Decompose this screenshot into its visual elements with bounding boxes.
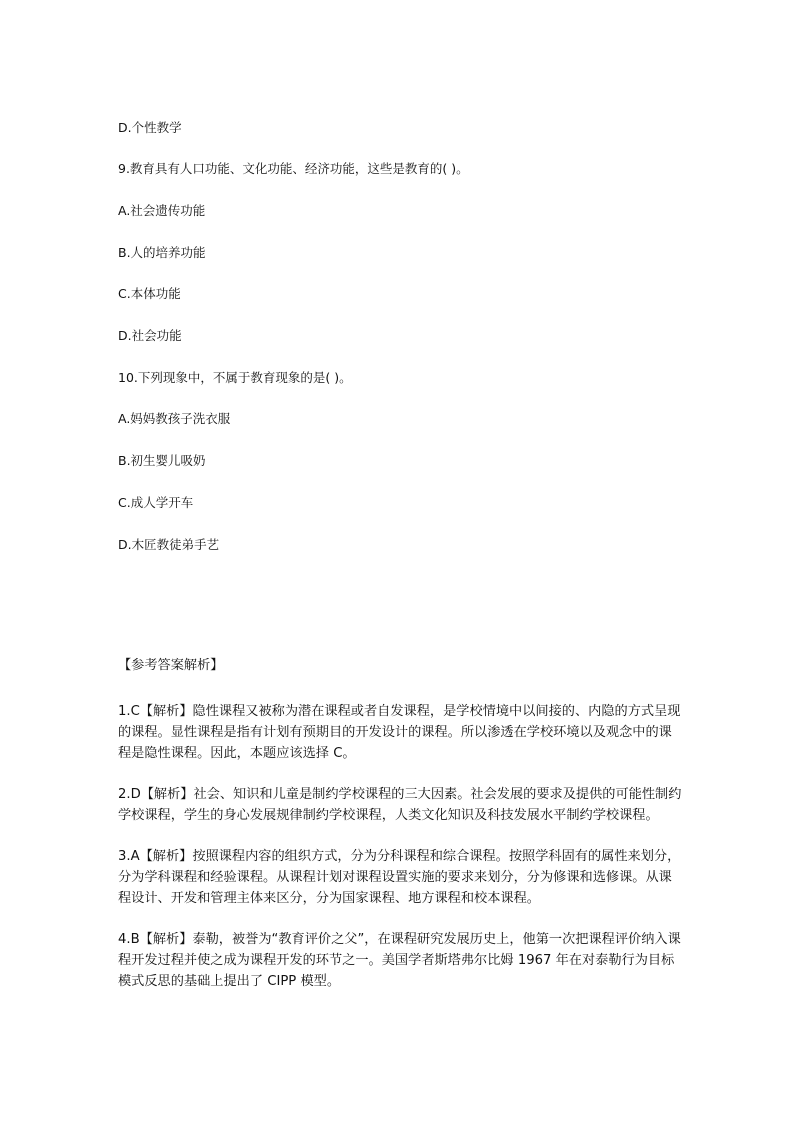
q9-stem: 9.教育具有人口功能、文化功能、经济功能，这些是教育的( )。 [118,161,469,176]
q9-option-b: B.人的培养功能 [118,245,206,260]
q10-option-b: B.初生婴儿吸奶 [118,453,206,468]
answer-item-4: 4.B【解析】泰勒，被誉为“教育评价之父”，在课程研究发展历史上，他第一次把课程评价纳入课程开发过程并使之成为课程开发的环节之一。美国学者斯塔弗尔比姆 1967 年在对泰勒行为目标模式反思的基础上提出了 CIPP 模型。 [118,932,681,989]
answer-item-3: 3.A【解析】按照课程内容的组织方式，分为分科课程和综合课程。按照学科固有的属性来划分，分为学科课程和经验课程。从课程计划对课程设置实施的要求来划分，分为修课和选修课。从课程设计、开发和管理主体来区分，分为国家课程、地方课程和校本课程。 [118,849,681,906]
q9-option-c: C.本体功能 [118,286,181,301]
q10-option-d: D.木匠教徒弟手艺 [118,537,220,552]
answers-heading: 【参考答案解析】 [118,658,224,673]
answer-item-2: 2.D【解析】社会、知识和儿童是制约学校课程的三大因素。社会发展的要求及提供的可能性制约学校课程，学生的身心发展规律制约学校课程，人类文化知识及科技发展水平制约学校课程。 [118,787,682,823]
q10-option-c: C.成人学开车 [118,495,194,510]
answer-item-1: 1.C【解析】隐性课程又被称为潜在课程或者自发课程，是学校情境中以间接的、内隐的方式呈现的课程。显性课程是指有计划有预期目的开发设计的课程。所以渗透在学校环境以及观念中的课程是隐性课程。因此，本题应该选择 C。 [118,704,681,761]
q10-stem: 10.下列现象中，不属于教育现象的是( )。 [118,370,352,385]
q9-option-a: A.社会遗传功能 [118,203,206,218]
answers-list [118,701,684,1012]
q10-option-a: A.妈妈教孩子洗衣服 [118,411,231,426]
q9-option-d: D.社会功能 [118,328,182,343]
q8-option-d: D.个性教学 [118,120,182,135]
